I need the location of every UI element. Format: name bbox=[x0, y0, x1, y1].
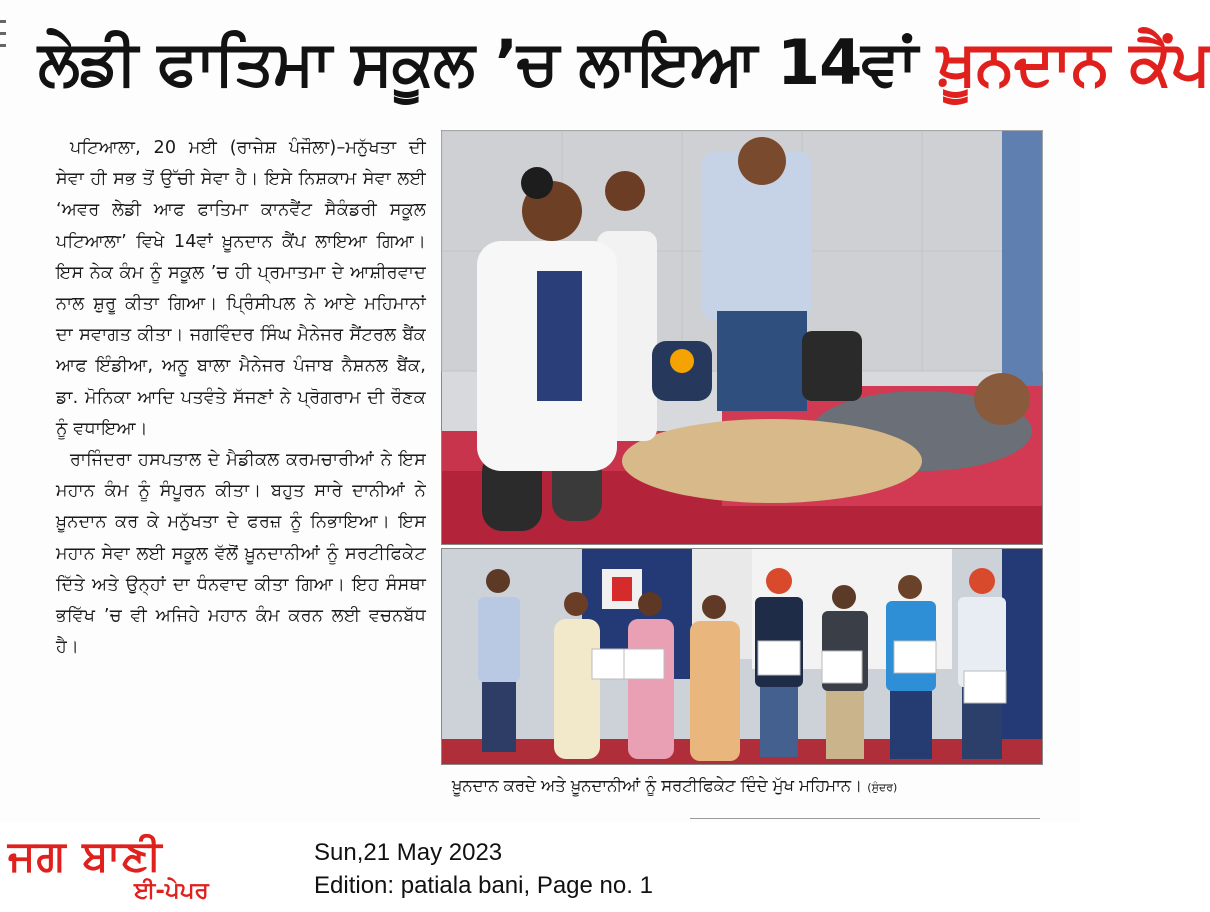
logo-title: ਜਗ ਬਾਣੀ bbox=[8, 831, 163, 880]
publication-date: Sun,21 May 2023 bbox=[314, 839, 503, 866]
photo-caption-text: ਖ਼ੂਨਦਾਨ ਕਰਦੇ ਅਤੇ ਖ਼ੂਨਦਾਨੀਆਂ ਨੂੰ ਸਰਟੀਫਿਕੇਟ ਦਿੰਦੇ ਮੁੱਖ ਮਹਿਮਾਨ। bbox=[452, 776, 863, 795]
headline-main: ਲੇਡੀ ਫਾਤਿਮਾ ਸਕੂਲ ’ਚ ਲਾਇਆ 14ਵਾਂ bbox=[38, 26, 917, 99]
photo-certificate-ceremony bbox=[441, 548, 1043, 765]
jagbani-logo[interactable] bbox=[8, 828, 288, 908]
epaper-footer bbox=[0, 822, 1080, 912]
article-body bbox=[56, 133, 426, 813]
photo-caption bbox=[452, 772, 1052, 800]
edition-meta bbox=[314, 836, 653, 902]
headline-highlight: ਖ਼ੂਨਦਾਨ ਕੈਂਪ bbox=[937, 26, 1210, 99]
photo-blood-donation bbox=[441, 130, 1043, 545]
photo-credit: (ਸੁੰਦਰ) bbox=[867, 781, 898, 794]
photo-certificate-ceremony-illustration bbox=[442, 549, 1042, 764]
photo-blood-donation-illustration bbox=[442, 131, 1042, 544]
margin-mark bbox=[0, 20, 6, 80]
divider bbox=[690, 818, 1040, 819]
logo-subtitle: ਈ-ਪੇਪਰ bbox=[134, 878, 209, 904]
article-paragraph-1 bbox=[56, 133, 426, 445]
edition-info: Edition: patiala bani, Page no. 1 bbox=[314, 872, 653, 899]
article-dateline: ਪਟਿਆਲਾ, 20 ਮਈ (ਰਾਜੇਸ਼ ਪੰਜੌਲਾ)– bbox=[70, 138, 346, 158]
article-paragraph-1-text: ਮਨੁੱਖਤਾ ਦੀ ਸੇਵਾ ਹੀ ਸਭ ਤੋਂ ਉੱਚੀ ਸੇਵਾ ਹੈ। ਇਸੇ ਨਿਸ਼ਕਾਮ ਸੇਵਾ ਲਈ ‘ਅਵਰ ਲੇਡੀ ਆਫ ਫਾਤਿਮਾ ਕਾਨਵੈਂਟ ਸੈਕੰਡਰੀ ਸਕੂਲ ਪਟਿਆਲਾ’ ਵਿਖੇ 14ਵਾਂ ਖ਼ੂਨਦਾਨ ਕੈਂਪ ਲਾਇਆ ਗਿਆ। ਇਸ ਨੇਕ ਕੰਮ ਨੂੰ ਸਕੂਲ ’ਚ ਹੀ ਪ੍ਰਮਾਤਮਾ ਦੇ ਆਸ਼ੀਰਵਾਦ ਨਾਲ ਸ਼ੁਰੂ ਕੀਤਾ ਗਿਆ। ਪ੍ਰਿੰਸੀਪਲ ਨੇ ਆਏ ਮਹਿਮਾਨਾਂ ਦਾ ਸਵਾਗਤ ਕੀਤਾ। ਜਗਵਿੰਦਰ ਸਿੰਘ ਮੈਨੇਜਰ ਸੈਂਟਰਲ ਬੈਂਕ ਆਫ ਇੰਡੀਆ, ਅਨੂ ਬਾਲਾ ਮੈਨੇਜਰ ਪੰਜਾਬ ਨੈਸ਼ਨਲ ਬੈਂਕ, ਡਾ. ਮੋਨਿਕਾ ਆਦਿ ਪਤਵੰਤੇ ਸੱਜਣਾਂ ਨੇ ਪ੍ਰੋਗਰਾਮ ਦੀ ਰੌਣਕ ਨੂੰ ਵਧਾਇਆ। bbox=[56, 138, 426, 439]
headline bbox=[38, 8, 1210, 118]
article-paragraph-2: ਰਾਜਿੰਦਰਾ ਹਸਪਤਾਲ ਦੇ ਮੈਡੀਕਲ ਕਰਮਚਾਰੀਆਂ ਨੇ ਇਸ ਮਹਾਨ ਕੰਮ ਨੂੰ ਸੰਪੂਰਨ ਕੀਤਾ। ਬਹੁਤ ਸਾਰੇ ਦਾਨੀਆਂ ਨੇ ਖ਼ੂਨਦਾਨ ਕਰ ਕੇ ਮਨੁੱਖਤਾ ਦੇ ਫਰਜ਼ ਨੂੰ ਨਿਭਾਇਆ। ਇਸ ਮਹਾਨ ਸੇਵਾ ਲਈ ਸਕੂਲ ਵੱਲੋਂ ਖ਼ੂਨਦਾਨੀਆਂ ਨੂੰ ਸਰਟੀਫਿਕੇਟ ਦਿੱਤੇ ਅਤੇ ਉਨ੍ਹਾਂ ਦਾ ਧੰਨਵਾਦ ਕੀਤਾ ਗਿਆ। ਇਹ ਸੰਸਥਾ ਭਵਿੱਖ ’ਚ ਵੀ ਅਜਿਹੇ ਮਹਾਨ ਕੰਮ ਕਰਨ ਲਈ ਵਚਨਬੱਧ ਹੈ। bbox=[56, 450, 426, 658]
